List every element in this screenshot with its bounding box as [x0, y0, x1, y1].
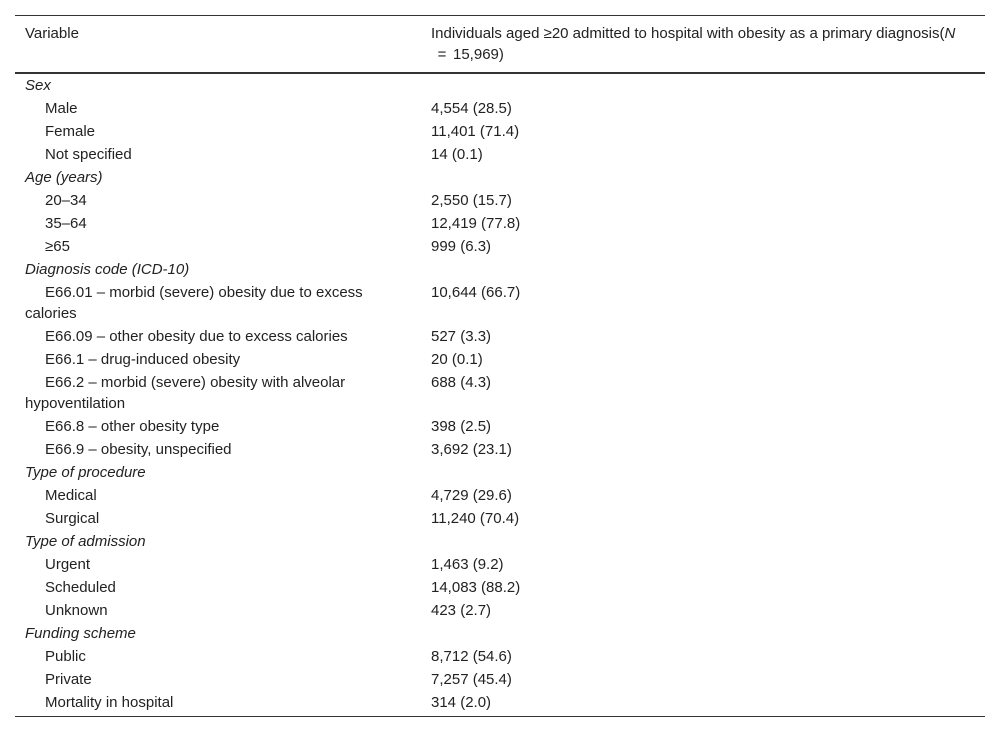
- row-label-text: E66.1 – drug-induced obesity: [45, 351, 241, 368]
- header-variable: Variable: [15, 16, 421, 74]
- table-row: [15, 212, 985, 235]
- row-label-text: Scheduled: [45, 579, 116, 596]
- row-value: 8,712 (54.6): [431, 648, 512, 665]
- table-row: [15, 348, 985, 371]
- row-label: [15, 143, 421, 166]
- table-row: [15, 553, 985, 576]
- row-value: 12,419 (77.8): [431, 215, 521, 232]
- section-row: [15, 530, 985, 553]
- row-value: 688 (4.3): [431, 374, 492, 391]
- header-row: [15, 16, 985, 74]
- table-row: [15, 281, 985, 325]
- table-row: [15, 325, 985, 348]
- table-row: [15, 484, 985, 507]
- header-n-symbol: N: [944, 25, 956, 42]
- row-value: 527 (3.3): [431, 328, 492, 345]
- row-label-text: Medical: [45, 487, 97, 504]
- row-label-text: E66.01 – morbid (severe) obesity due to excess calories: [25, 284, 363, 322]
- row-label: [15, 415, 421, 438]
- section-row: [15, 258, 985, 281]
- table-row: [15, 645, 985, 668]
- row-label-text: ≥65: [45, 238, 70, 255]
- row-label-text: Not specified: [45, 146, 132, 163]
- table-row: [15, 97, 985, 120]
- table-header: [15, 16, 985, 74]
- row-label-text: Female: [45, 123, 96, 140]
- table-row: [15, 415, 985, 438]
- row-label: [15, 281, 421, 325]
- row-value: 2,550 (15.7): [431, 192, 512, 209]
- section-title: Funding scheme: [25, 625, 136, 642]
- row-label: [15, 212, 421, 235]
- section-title: Type of procedure: [25, 464, 146, 481]
- table-row: [15, 371, 985, 415]
- row-value: 4,729 (29.6): [431, 487, 512, 504]
- row-value: 999 (6.3): [431, 238, 492, 255]
- row-label: [15, 507, 421, 530]
- header-equals: =: [437, 46, 447, 63]
- row-value: 14 (0.1): [431, 146, 483, 163]
- header-n-value: 15,969): [453, 46, 504, 63]
- row-value: 3,692 (23.1): [431, 441, 512, 458]
- row-label: [15, 97, 421, 120]
- row-label: [15, 235, 421, 258]
- data-table: [15, 15, 985, 717]
- section-title: Type of admission: [25, 533, 146, 550]
- row-label-text: Surgical: [45, 510, 100, 527]
- row-label-text: E66.8 – other obesity type: [45, 418, 220, 435]
- row-value: 7,257 (45.4): [431, 671, 512, 688]
- row-label-text: 20–34: [45, 192, 87, 209]
- table-row: [15, 143, 985, 166]
- section-row: [15, 461, 985, 484]
- table-row: [15, 438, 985, 461]
- row-label: [15, 576, 421, 599]
- row-value: 1,463 (9.2): [431, 556, 504, 573]
- table-row: [15, 599, 985, 622]
- table-row: [15, 576, 985, 599]
- row-label-text: Mortality in hospital: [45, 694, 174, 711]
- row-value: 423 (2.7): [431, 602, 492, 619]
- section-row: [15, 73, 985, 97]
- header-population-text: Individuals aged ≥20 admitted to hospital with obesity as a primary diagnosis(: [431, 25, 945, 42]
- row-label-text: Unknown: [45, 602, 108, 619]
- row-label: [15, 371, 421, 415]
- row-value: 20 (0.1): [431, 351, 483, 368]
- row-label: [15, 599, 421, 622]
- table-row: [15, 120, 985, 143]
- table-row: [15, 668, 985, 691]
- row-label: [15, 553, 421, 576]
- row-label: [15, 668, 421, 691]
- table-row: [15, 691, 985, 717]
- row-label: [15, 189, 421, 212]
- row-value: 10,644 (66.7): [431, 284, 521, 301]
- row-label-text: Male: [45, 100, 78, 117]
- row-label-text: Urgent: [45, 556, 91, 573]
- table-container: [15, 15, 985, 717]
- section-row: [15, 166, 985, 189]
- row-value: 11,240 (70.4): [431, 510, 520, 527]
- row-label-text: 35–64: [45, 215, 87, 232]
- row-label: [15, 325, 421, 348]
- row-label-text: E66.9 – obesity, unspecified: [45, 441, 232, 458]
- row-value: 11,401 (71.4): [431, 123, 520, 140]
- row-label-text: Public: [45, 648, 86, 665]
- header-population: [421, 16, 985, 74]
- row-label-text: Private: [45, 671, 92, 688]
- section-title: Age (years): [25, 169, 103, 186]
- table-row: [15, 507, 985, 530]
- section-title: Diagnosis code (ICD-10): [25, 261, 190, 278]
- row-value: 4,554 (28.5): [431, 100, 512, 117]
- row-label-text: E66.09 – other obesity due to excess calories: [45, 328, 348, 345]
- row-label-text: E66.2 – morbid (severe) obesity with alveolar hypoventilation: [25, 374, 346, 412]
- row-label: [15, 691, 421, 717]
- table-row: [15, 235, 985, 258]
- section-title: Sex: [25, 77, 51, 94]
- row-label: [15, 438, 421, 461]
- table-body: [15, 73, 985, 717]
- row-value: 398 (2.5): [431, 418, 492, 435]
- row-value: 314 (2.0): [421, 691, 985, 717]
- row-label: [15, 120, 421, 143]
- row-label: [15, 645, 421, 668]
- table-row: [15, 189, 985, 212]
- row-label: [15, 484, 421, 507]
- row-label: [15, 348, 421, 371]
- row-value: 14,083 (88.2): [431, 579, 521, 596]
- section-row: [15, 622, 985, 645]
